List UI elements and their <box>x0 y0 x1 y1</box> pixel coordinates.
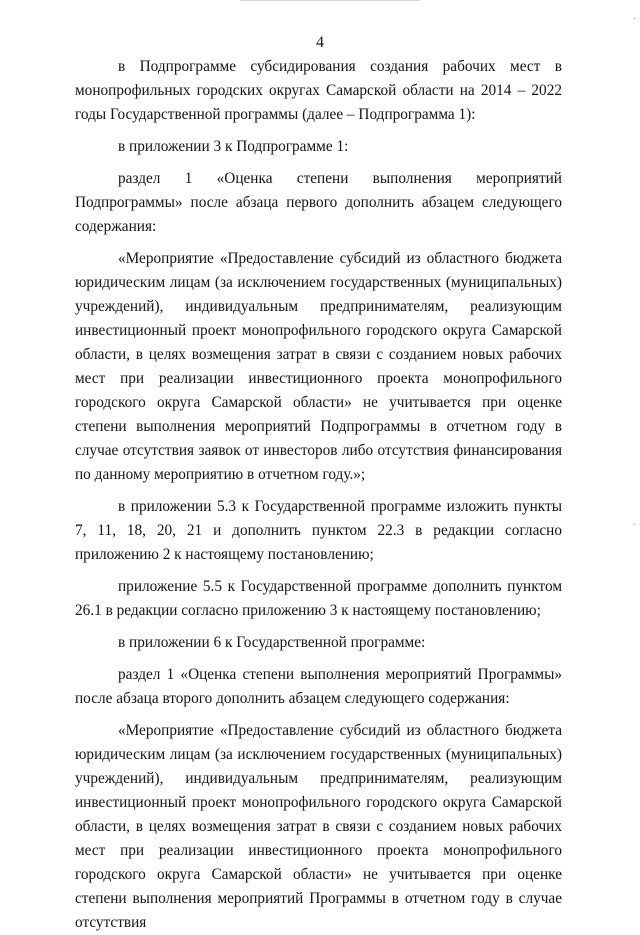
paragraph: приложение 5.5 к Государственной программе дополнить пунктом 26.1 в редакции согласно приложению 3 к настоящему постановлению; <box>75 578 562 619</box>
page-number: 4 <box>316 34 324 51</box>
document-body <box>75 55 562 935</box>
paragraph: раздел 1 «Оценка степени выполнения мероприятий Программы» после абзаца второго дополнить абзацем следующего содержания: <box>75 666 562 707</box>
quoted-paragraph: «Мероприятие «Предоставление субсидий из областного бюджета юридическим лицам (за исключением государственных (муниципальных) учреждений), индивидуальным предпринимателям, реализующим инвестиционный проект монопрофильного городского округа Самарской области, в целях возмещения затрат в связи с созданием новых рабочих мест при реализации инвестиционного проекта монопрофильного городского округа Самарской области» не учитывается при оценке степени выполнения мероприятий Подпрограммы в отчетном году в случае отсутствия заявок от инвесторов либо отсутствия финансирования по данному мероприятию в отчетном году.»; <box>75 250 562 483</box>
quoted-paragraph: «Мероприятие «Предоставление субсидий из областного бюджета юридическим лицам (за исключением государственных (муниципальных) учреждений), индивидуальным предпринимателям, реализующим инвестиционный проект монопрофильного городского округа Самарской области, в целях возмещения затрат в связи с созданием новых рабочих мест при реализации инвестиционного проекта монопрофильного городского округа Самарской области» не учитывается при оценке степени выполнения мероприятий Программы в отчетном году в случае отсутствия <box>75 722 562 931</box>
paragraph: в Подпрограмме субсидирования создания рабочих мест в монопрофильных городских округах Самарской области на 2014 – 2022 годы Государственной программы (далее – Подпрограмма 1): <box>75 58 562 123</box>
scan-mark: · <box>632 520 636 531</box>
paragraph: в приложении 3 к Подпрограмме 1: <box>118 138 349 155</box>
paragraph: раздел 1 «Оценка степени выполнения мероприятий Подпрограммы» после абзаца первого дополнить абзацем следующего содержания: <box>75 170 562 235</box>
paragraph: в приложении 5.3 к Государственной программе изложить пункты 7, 11, 18, 20, 21 и дополнить пунктом 22.3 в редакции согласно приложению 2 к настоящему постановлению; <box>75 498 562 563</box>
paragraph: в приложении 6 к Государственной программе: <box>118 634 426 651</box>
scan-mark: · <box>632 14 636 25</box>
scan-edge-line <box>240 0 420 1</box>
